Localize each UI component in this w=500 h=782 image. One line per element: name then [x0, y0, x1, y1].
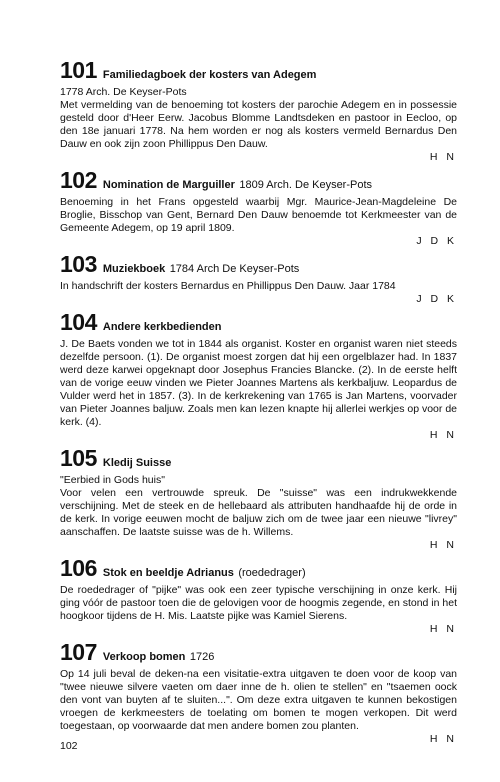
entry-author: H N	[429, 623, 457, 635]
entry-meta: 1726	[189, 651, 215, 663]
entry-101	[60, 57, 457, 164]
entry-103	[60, 251, 457, 306]
entry-heading	[60, 555, 457, 583]
entry-body: De roededrager of "pijke" was ook een zeer typische verschijning in onze kerk. Hij ging vóór de pastoor toen die de gelovigen voor de hoogmis zegende, en stond in het hoogkoor tijdens de H. Mis. Laatste pijke was Kamiel Sierens.	[60, 584, 457, 622]
entry-number: 103	[60, 251, 97, 277]
entry-body: In handschrift der kosters Bernardus en Phillippus Den Dauw. Jaar 1784	[60, 280, 396, 292]
entry-number: 105	[60, 445, 97, 471]
entry-title: Familiedagboek der kosters van Adegem	[102, 69, 317, 81]
entry-subline: 1778 Arch. De Keyser-Pots	[60, 86, 187, 98]
entry-title: Kledij Suisse	[102, 457, 172, 469]
entry-104	[60, 309, 457, 442]
entry-106	[60, 555, 457, 636]
entry-title: Nomination de Marguiller	[102, 179, 235, 191]
entry-number: 102	[60, 167, 97, 193]
entry-author: H N	[429, 733, 457, 745]
entry-body: Voor velen een vertrouwde spreuk. De "suisse" was een indrukwekkende verschijning. Met de steek en de hellebaard als attributen handhaafde hij de orde in de kerk. In vorige eeuwen mocht de baljuw zich om de twee jaar een nieuwe "livrey" aanschaffen. De laatste suisse was de h. Willems.	[60, 487, 457, 538]
entry-heading	[60, 251, 457, 279]
entry-author: H N	[429, 429, 457, 441]
entry-heading	[60, 309, 457, 337]
entry-body: Met vermelding van de benoeming tot kosters der parochie Adegem en in possessie gesteld door d'Heer Eerw. Jacobus Blomme Landtsdeken en pastoor in Eecloo, op den 18e januari 1778. Na hem worden er nog als kosters vermeld Bernardus Den Dauw en ook zijn zoon Phillippus Den Dauw.	[60, 99, 457, 150]
entry-107	[60, 639, 457, 746]
catalog-entries	[60, 57, 457, 752]
entry-body: J. De Baets vonden we tot in 1844 als organist. Koster en organist waren niet steeds dezelfde persoon. (1). De organist moest zorgen dat hij een orgelblazer had. In 1837 werd deze karwei opgeknapt door Josephus Francies Blancke. (2). In de eerste helft van de vorige eeuw vinden we Pieter Joannes Martens als kerkbaljuw. Leopardus de Vulder werd het in 1857. (3). In de kerkrekening van 1765 is Jan Martens, voorvader van Pieter Joannes baljuw. Zoals men kan lezen knapte hij allerlei werkjes op voor de kerk. (4).	[60, 338, 457, 428]
entry-heading	[60, 639, 457, 667]
entry-heading	[60, 57, 457, 85]
entry-meta: 1809 Arch. De Keyser-Pots	[239, 179, 373, 191]
entry-meta: (roededrager)	[238, 567, 306, 579]
entry-title: Andere kerkbedienden	[102, 321, 222, 333]
entry-number: 107	[60, 639, 97, 665]
entry-title: Stok en beeldje Adrianus	[102, 567, 234, 579]
entry-heading	[60, 445, 457, 473]
entry-body: Op 14 juli beval de deken-na een visitatie-extra uitgaven te doen voor de koop van "twee nieuwe silvere vaeten om daer inne de h. olien te stellen" en "tsaemen oock den vont van buyten af te sluiten...". Om deze extra uitgaven te kunnen bekostigen vroegen de kerkmeesters de toelating om bomen te mogen verkopen. Dit werd toegestaan, op voorwaarde dat men andere bomen zou planten.	[60, 668, 457, 732]
entry-body: Benoeming in het Frans opgesteld waarbij Mgr. Maurice-Jean-Magdeleine De Broglie, Bisschop van Gent, Bernard Den Dauw benoemde tot Kerkmeester van de Gemeente Adegem, op 19 april 1809.	[60, 196, 457, 234]
entry-author: H N	[429, 539, 457, 551]
entry-author: H N	[429, 151, 457, 163]
entry-meta: 1784 Arch De Keyser-Pots	[169, 263, 300, 275]
entry-author: J D K	[416, 235, 457, 247]
entry-number: 106	[60, 555, 97, 581]
entry-author: J D K	[416, 293, 457, 305]
entry-number: 104	[60, 309, 97, 335]
entry-105	[60, 445, 457, 552]
entry-number: 101	[60, 57, 97, 83]
entry-102	[60, 167, 457, 248]
entry-title: Muziekboek	[102, 263, 166, 275]
entry-title: Verkoop bomen	[102, 651, 186, 663]
page-number: 102	[60, 740, 78, 752]
entry-subline: "Eerbied in Gods huis"	[60, 474, 165, 486]
entry-heading	[60, 167, 457, 195]
